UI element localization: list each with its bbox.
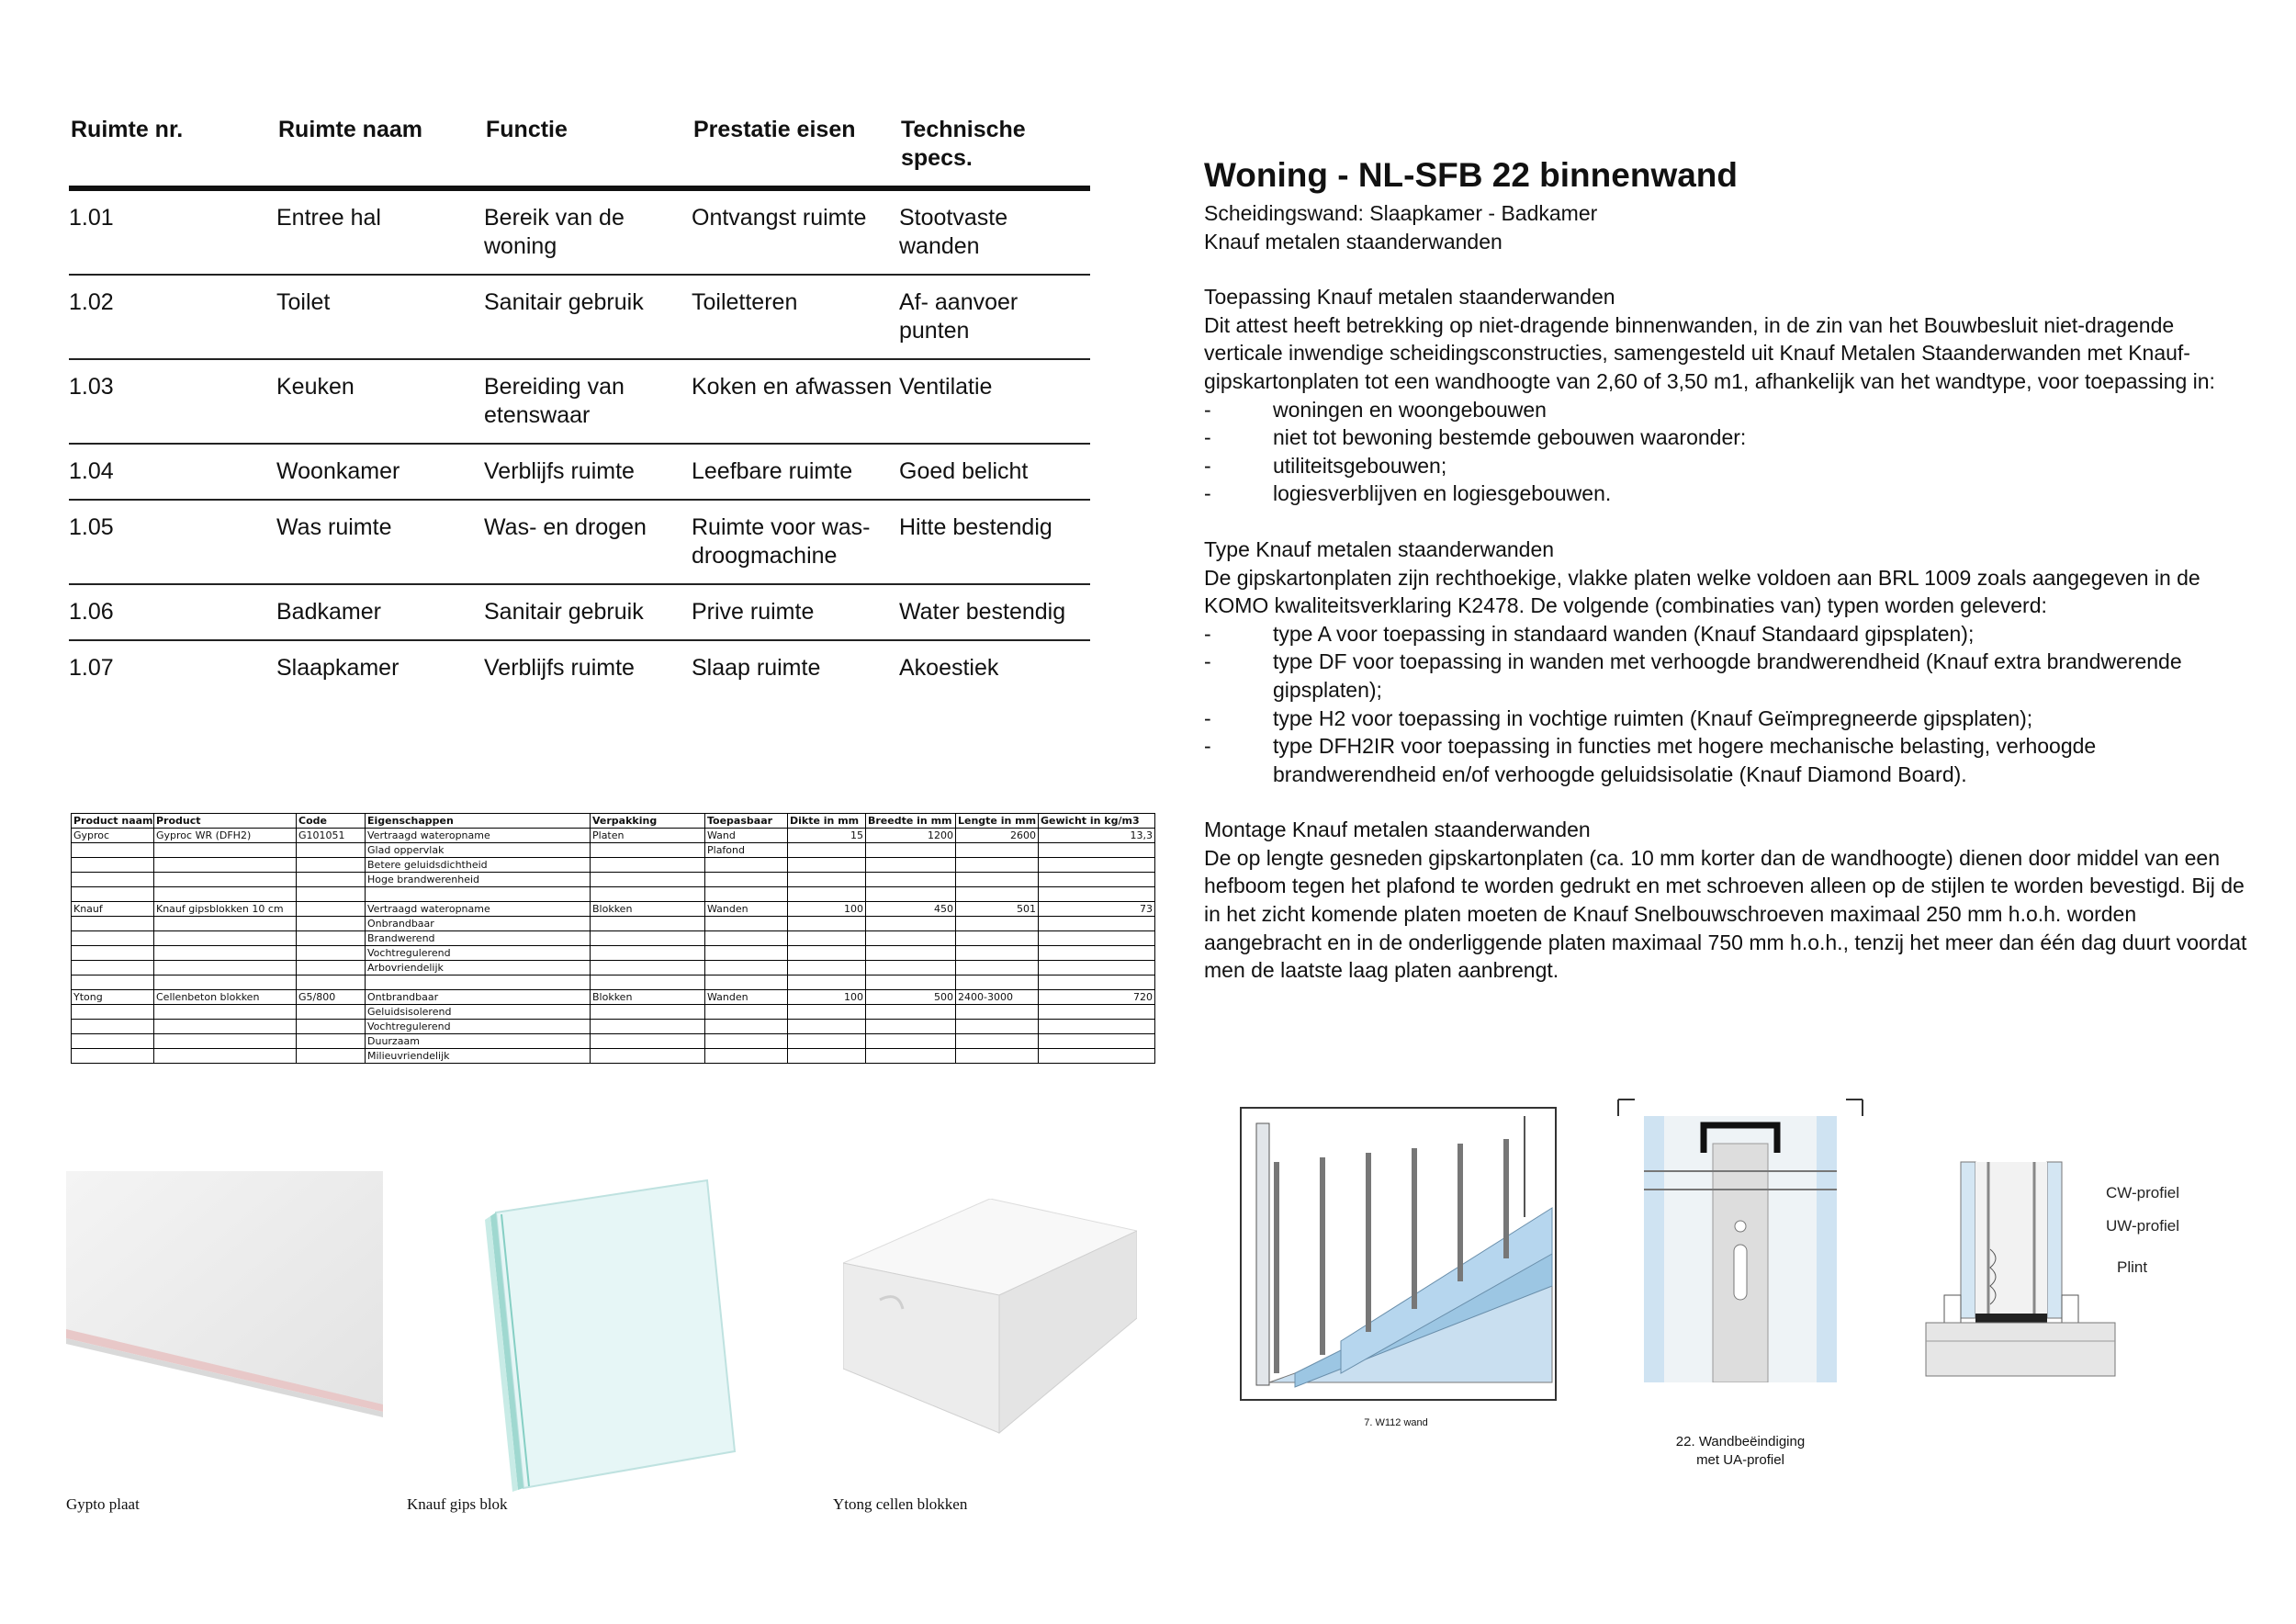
list-dash: - bbox=[1204, 621, 1211, 646]
product-row bbox=[72, 902, 1155, 917]
product-cell bbox=[72, 917, 154, 931]
product-cell bbox=[1039, 917, 1155, 931]
product-cell bbox=[72, 961, 154, 976]
product-cell bbox=[1039, 1049, 1155, 1064]
product-cell: Vochtregulerend bbox=[366, 1020, 591, 1034]
product-cell bbox=[705, 917, 788, 931]
product-cell: Cellenbeton blokken bbox=[154, 990, 297, 1005]
product-table-header bbox=[72, 814, 1155, 829]
product-cell bbox=[956, 1034, 1039, 1049]
product-cell: Duurzaam bbox=[366, 1034, 591, 1049]
product-cell: Vochtregulerend bbox=[366, 946, 591, 961]
room-cell: Sanitair gebruik bbox=[484, 584, 692, 640]
product-cell: 2400-3000 bbox=[956, 990, 1039, 1005]
product-cell: Arbovriendelijk bbox=[366, 961, 591, 976]
product-cell bbox=[788, 887, 866, 902]
room-cell: Ruimte voor was-droogmachine bbox=[692, 500, 899, 584]
product-cell: Geluidsisolerend bbox=[366, 1005, 591, 1020]
room-cell: Sanitair gebruik bbox=[484, 275, 692, 359]
product-header-cell: Gewicht in kg/m3 bbox=[1039, 814, 1155, 829]
product-cell bbox=[1039, 1034, 1155, 1049]
page-title: Woning - NL-SFB 22 binnenwand bbox=[1204, 156, 1738, 194]
list-dash: - bbox=[1204, 481, 1211, 506]
product-cell bbox=[956, 961, 1039, 976]
room-header-cell: Ruimte nr. bbox=[69, 110, 276, 188]
ua-caption-line-1: 22. Wandbeëindiging bbox=[1675, 1434, 1806, 1449]
product-row bbox=[72, 946, 1155, 961]
product-row bbox=[72, 1034, 1155, 1049]
section-2-body: De gipskartonplaten zijn rechthoekige, vlakke platen welke voldoen aan BRL 1009 zoals aangegeven in de KOMO kwaliteitsverklaring K2478. De volgende (combinaties van) typen worden geleverd: bbox=[1204, 565, 2200, 618]
product-row bbox=[72, 1049, 1155, 1064]
product-cell: 2600 bbox=[956, 829, 1039, 843]
product-cell: Blokken bbox=[591, 990, 705, 1005]
product-cell: 100 bbox=[788, 990, 866, 1005]
product-header-cell: Toepasbaar bbox=[705, 814, 788, 829]
product-cell bbox=[591, 917, 705, 931]
product-cell bbox=[591, 1049, 705, 1064]
product-cell: 15 bbox=[788, 829, 866, 843]
product-cell bbox=[297, 858, 366, 873]
description-column bbox=[1204, 152, 2251, 985]
product-cell bbox=[956, 843, 1039, 858]
product-cell: Glad oppervlak bbox=[366, 843, 591, 858]
product-cell bbox=[705, 858, 788, 873]
ytong-block-photo bbox=[843, 1199, 1137, 1438]
product-cell bbox=[72, 1034, 154, 1049]
section-3-body: De op lengte gesneden gipskartonplaten (ca. 10 mm korter dan de wandhoogte) dienen door middel van een hefboom tegen het plafond te worden gedrukt en met schroeven alleen op de stijlen te worden bevestigd. Bij de in het zicht komende platen moeten de Knauf Snelbouwschroeven maximaal 250 mm h.o.h. worden aangebracht en in de onderliggende platen maximaal 750 mm h.o.h., tenzij het meer dan één dag duurt voordat men de laatste laag platen aanbrengt. bbox=[1204, 845, 2247, 983]
list-item-text: utiliteitsgebouwen; bbox=[1273, 453, 1447, 478]
product-cell bbox=[154, 873, 297, 887]
room-cell: Toiletteren bbox=[692, 275, 899, 359]
product-cell bbox=[788, 843, 866, 858]
product-cell bbox=[866, 843, 956, 858]
room-cell: Badkamer bbox=[276, 584, 484, 640]
product-cell bbox=[154, 1020, 297, 1034]
product-header-cell: Eigenschappen bbox=[366, 814, 591, 829]
product-cell bbox=[705, 961, 788, 976]
list-item-text: type DF voor toepassing in wanden met verhoogde brandwerendheid (Knauf extra brandwerende gipsplaten); bbox=[1273, 649, 2182, 702]
label-uw-profile: UW-profiel bbox=[2106, 1217, 2179, 1235]
product-cell bbox=[956, 1020, 1039, 1034]
product-cell bbox=[591, 843, 705, 858]
room-cell: Ventilatie bbox=[899, 359, 1090, 444]
product-row bbox=[72, 917, 1155, 931]
product-cell: Wanden bbox=[705, 990, 788, 1005]
product-cell bbox=[591, 976, 705, 990]
product-row bbox=[72, 829, 1155, 843]
product-cell: Betere geluidsdichtheid bbox=[366, 858, 591, 873]
room-row bbox=[69, 500, 1090, 584]
product-cell bbox=[154, 887, 297, 902]
product-cell bbox=[154, 1049, 297, 1064]
product-cell bbox=[705, 976, 788, 990]
product-cell bbox=[705, 1034, 788, 1049]
product-cell: Knauf gipsblokken 10 cm bbox=[154, 902, 297, 917]
list-item-text: type DFH2IR voor toepassing in functies met hogere mechanische belasting, verhoogde brandwerendheid en/of verhoogde geluidsisolatie (Knauf Diamond Board). bbox=[1273, 734, 2097, 786]
product-cell bbox=[591, 887, 705, 902]
section-2-list bbox=[1204, 620, 2251, 789]
product-cell: Milieuvriendelijk bbox=[366, 1049, 591, 1064]
product-cell bbox=[788, 961, 866, 976]
product-cell bbox=[788, 1020, 866, 1034]
product-cell bbox=[956, 931, 1039, 946]
section-1-heading: Toepassing Knauf metalen staanderwanden bbox=[1204, 285, 1615, 310]
product-cell bbox=[297, 917, 366, 931]
section-1-body: Dit attest heeft betrekking op niet-dragende binnenwanden, in de zin van het Bouwbesluit niet-dragende verticale inwendige scheidingsconstructies, samengesteld uit Knauf Metalen Staanderwanden met Knauf-gipskartonplaten tot een wandhoogte van 2,60 of 3,50 m1, afhankelijk van het wandtype, voor toepassing in: bbox=[1204, 312, 2215, 393]
product-cell bbox=[154, 946, 297, 961]
product-cell bbox=[705, 1049, 788, 1064]
product-cell: Platen bbox=[591, 829, 705, 843]
product-cell: 13,3 bbox=[1039, 829, 1155, 843]
product-cell bbox=[956, 873, 1039, 887]
product-cell bbox=[1039, 1005, 1155, 1020]
product-cell bbox=[866, 1049, 956, 1064]
room-row bbox=[69, 584, 1090, 640]
product-cell bbox=[154, 1005, 297, 1020]
room-cell: 1.05 bbox=[69, 500, 276, 584]
product-cell bbox=[297, 946, 366, 961]
room-cell: Leefbare ruimte bbox=[692, 444, 899, 500]
product-cell: 73 bbox=[1039, 902, 1155, 917]
product-row bbox=[72, 961, 1155, 976]
product-cell bbox=[154, 976, 297, 990]
product-cell bbox=[956, 946, 1039, 961]
subtitle-2: Knauf metalen staanderwanden bbox=[1204, 229, 1503, 254]
room-cell: Af- aanvoer punten bbox=[899, 275, 1090, 359]
room-cell: Verblijfs ruimte bbox=[484, 444, 692, 500]
knauf-caption: Knauf gips blok bbox=[407, 1495, 508, 1513]
product-cell bbox=[297, 961, 366, 976]
product-cell: 450 bbox=[866, 902, 956, 917]
list-dash: - bbox=[1204, 705, 1211, 730]
product-cell bbox=[72, 1005, 154, 1020]
product-cell bbox=[1039, 946, 1155, 961]
list-item-text: niet tot bewoning bestemde gebouwen waaronder: bbox=[1273, 425, 1747, 450]
list-item-text: type A voor toepassing in standaard wanden (Knauf Standaard gipsplaten); bbox=[1273, 621, 1975, 646]
room-table-body bbox=[69, 188, 1090, 695]
room-table bbox=[69, 110, 1090, 695]
product-cell bbox=[72, 887, 154, 902]
room-cell: Prive ruimte bbox=[692, 584, 899, 640]
product-cell bbox=[788, 946, 866, 961]
product-row bbox=[72, 1005, 1155, 1020]
room-cell: Bereiding van etenswaar bbox=[484, 359, 692, 444]
product-cell: 720 bbox=[1039, 990, 1155, 1005]
list-item bbox=[1204, 648, 2251, 704]
product-header-cell: Code bbox=[297, 814, 366, 829]
product-cell bbox=[705, 931, 788, 946]
list-dash: - bbox=[1204, 649, 1211, 674]
product-cell bbox=[1039, 931, 1155, 946]
product-cell bbox=[1039, 873, 1155, 887]
product-cell bbox=[154, 843, 297, 858]
room-cell: 1.01 bbox=[69, 188, 276, 275]
plint-diagram bbox=[1924, 1157, 2117, 1378]
product-cell bbox=[72, 976, 154, 990]
list-item bbox=[1204, 452, 2251, 480]
room-cell: Water bestendig bbox=[899, 584, 1090, 640]
room-table-header bbox=[69, 110, 1090, 188]
product-cell: 500 bbox=[866, 990, 956, 1005]
product-cell bbox=[72, 873, 154, 887]
room-row bbox=[69, 359, 1090, 444]
room-cell: Woonkamer bbox=[276, 444, 484, 500]
room-row bbox=[69, 188, 1090, 275]
product-cell bbox=[788, 873, 866, 887]
product-cell bbox=[705, 1020, 788, 1034]
product-cell: G5/800 bbox=[297, 990, 366, 1005]
product-cell bbox=[72, 843, 154, 858]
product-cell bbox=[866, 1005, 956, 1020]
product-cell bbox=[866, 858, 956, 873]
product-cell bbox=[297, 843, 366, 858]
product-cell: Ytong bbox=[72, 990, 154, 1005]
product-header-cell: Lengte in mm bbox=[956, 814, 1039, 829]
product-cell: Onbrandbaar bbox=[366, 917, 591, 931]
product-cell bbox=[866, 931, 956, 946]
list-dash: - bbox=[1204, 453, 1211, 478]
product-cell: Brandwerend bbox=[366, 931, 591, 946]
list-item bbox=[1204, 705, 2251, 733]
knauf-block-photo bbox=[478, 1176, 744, 1493]
label-cw-profile: CW-profiel bbox=[2106, 1184, 2179, 1201]
product-cell bbox=[956, 858, 1039, 873]
product-cell bbox=[297, 887, 366, 902]
label-plint: Plint bbox=[2117, 1258, 2148, 1276]
product-cell bbox=[297, 902, 366, 917]
room-cell: Ontvangst ruimte bbox=[692, 188, 899, 275]
room-cell: Hitte bestendig bbox=[899, 500, 1090, 584]
room-row bbox=[69, 444, 1090, 500]
room-cell: Keuken bbox=[276, 359, 484, 444]
room-cell: Akoestiek bbox=[899, 655, 999, 681]
product-cell bbox=[788, 931, 866, 946]
list-item bbox=[1204, 620, 2251, 648]
product-cell: Hoge brandwerenheid bbox=[366, 873, 591, 887]
room-cell: Koken en afwassen bbox=[692, 359, 899, 444]
product-cell bbox=[154, 858, 297, 873]
product-header-cell: Breedte in mm bbox=[866, 814, 956, 829]
room-cell: Slaapkamer bbox=[276, 655, 400, 681]
product-cell bbox=[297, 1020, 366, 1034]
room-cell: 1.06 bbox=[69, 584, 276, 640]
list-dash: - bbox=[1204, 734, 1211, 759]
product-cell bbox=[705, 887, 788, 902]
product-row bbox=[72, 990, 1155, 1005]
room-cell: 1.07 bbox=[69, 655, 114, 681]
product-cell bbox=[866, 961, 956, 976]
list-item-text: type H2 voor toepassing in vochtige ruimten (Knauf Geïmpregneerde gipsplaten); bbox=[1273, 705, 2033, 730]
wall-diagram-caption: 7. W112 wand bbox=[1364, 1417, 1428, 1428]
subtitle-1: Scheidingswand: Slaapkamer - Badkamer bbox=[1204, 201, 1598, 225]
product-cell bbox=[1039, 887, 1155, 902]
gypsum-board-photo bbox=[66, 1171, 383, 1438]
product-cell bbox=[866, 1020, 956, 1034]
product-cell bbox=[72, 931, 154, 946]
product-cell bbox=[1039, 976, 1155, 990]
product-row bbox=[72, 858, 1155, 873]
product-cell: Wanden bbox=[705, 902, 788, 917]
product-cell bbox=[154, 961, 297, 976]
room-cell: Stootvaste wanden bbox=[899, 188, 1090, 275]
room-row bbox=[69, 640, 1090, 695]
product-cell: Gyproc bbox=[72, 829, 154, 843]
section-3-heading: Montage Knauf metalen staanderwanden bbox=[1204, 818, 1591, 842]
product-cell bbox=[297, 873, 366, 887]
product-cell bbox=[866, 917, 956, 931]
product-cell bbox=[591, 858, 705, 873]
product-cell: Ontbrandbaar bbox=[366, 990, 591, 1005]
list-item bbox=[1204, 479, 2251, 508]
product-row bbox=[72, 931, 1155, 946]
room-header-cell: Prestatie eisen bbox=[692, 110, 899, 188]
product-cell: 100 bbox=[788, 902, 866, 917]
room-cell: 1.02 bbox=[69, 275, 276, 359]
room-cell: Was ruimte bbox=[276, 500, 484, 584]
product-table-body bbox=[72, 829, 1155, 1064]
product-cell bbox=[591, 1034, 705, 1049]
list-dash: - bbox=[1204, 425, 1211, 450]
section-1-list bbox=[1204, 396, 2251, 508]
product-cell bbox=[788, 976, 866, 990]
product-cell: Wand bbox=[705, 829, 788, 843]
product-cell bbox=[297, 931, 366, 946]
ua-profile-diagram bbox=[1616, 1098, 1864, 1382]
list-dash: - bbox=[1204, 397, 1211, 422]
product-cell bbox=[154, 931, 297, 946]
product-cell bbox=[788, 1005, 866, 1020]
product-cell bbox=[788, 1034, 866, 1049]
product-cell bbox=[705, 873, 788, 887]
product-cell bbox=[366, 976, 591, 990]
product-cell bbox=[591, 1005, 705, 1020]
product-cell bbox=[591, 1020, 705, 1034]
room-cell: 1.03 bbox=[69, 359, 276, 444]
product-cell: 1200 bbox=[866, 829, 956, 843]
product-cell bbox=[297, 1049, 366, 1064]
product-cell bbox=[154, 1034, 297, 1049]
product-cell bbox=[297, 976, 366, 990]
product-cell bbox=[1039, 858, 1155, 873]
room-cell: Toilet bbox=[276, 275, 484, 359]
product-cell: Knauf bbox=[72, 902, 154, 917]
product-cell: Plafond bbox=[705, 843, 788, 858]
product-row bbox=[72, 873, 1155, 887]
product-cell bbox=[788, 1049, 866, 1064]
room-cell: Bereik van de woning bbox=[484, 188, 692, 275]
product-cell bbox=[866, 1034, 956, 1049]
list-item-text: woningen en woongebouwen bbox=[1273, 397, 1547, 422]
product-cell bbox=[866, 887, 956, 902]
product-cell: Gyproc WR (DFH2) bbox=[154, 829, 297, 843]
list-item bbox=[1204, 423, 2251, 452]
product-cell bbox=[956, 917, 1039, 931]
product-cell bbox=[866, 976, 956, 990]
room-cell: Slaap ruimte bbox=[692, 655, 821, 681]
product-cell bbox=[154, 917, 297, 931]
product-row bbox=[72, 1020, 1155, 1034]
product-cell bbox=[705, 1005, 788, 1020]
product-cell: 501 bbox=[956, 902, 1039, 917]
product-cell bbox=[956, 887, 1039, 902]
room-cell: 1.04 bbox=[69, 444, 276, 500]
product-cell bbox=[591, 873, 705, 887]
product-cell bbox=[866, 873, 956, 887]
product-cell bbox=[788, 858, 866, 873]
list-item bbox=[1204, 396, 2251, 424]
room-row bbox=[69, 275, 1090, 359]
ua-caption-line-2: met UA-profiel bbox=[1696, 1452, 1784, 1468]
product-cell bbox=[956, 1005, 1039, 1020]
room-cell: Verblijfs ruimte bbox=[484, 655, 635, 681]
gypto-caption: Gypto plaat bbox=[66, 1495, 140, 1513]
product-header-cell: Product bbox=[154, 814, 297, 829]
product-cell bbox=[297, 1034, 366, 1049]
room-cell: Was- en drogen bbox=[484, 500, 692, 584]
product-cell bbox=[591, 946, 705, 961]
room-header-cell: Ruimte naam bbox=[276, 110, 484, 188]
product-cell bbox=[297, 1005, 366, 1020]
list-item bbox=[1204, 732, 2251, 788]
product-cell bbox=[788, 917, 866, 931]
wall-diagram bbox=[1240, 1107, 1557, 1401]
product-cell bbox=[591, 931, 705, 946]
product-cell bbox=[72, 1020, 154, 1034]
product-cell: G101051 bbox=[297, 829, 366, 843]
product-cell bbox=[956, 1049, 1039, 1064]
product-header-cell: Verpakking bbox=[591, 814, 705, 829]
product-cell bbox=[956, 976, 1039, 990]
product-cell: Vertraagd wateropname bbox=[366, 829, 591, 843]
room-cell: Entree hal bbox=[276, 188, 484, 275]
product-cell bbox=[72, 1049, 154, 1064]
list-item-text: logiesverblijven en logiesgebouwen. bbox=[1273, 481, 1612, 506]
room-cell: Goed belicht bbox=[899, 444, 1090, 500]
room-header-cell: Functie bbox=[484, 110, 692, 188]
product-cell bbox=[866, 946, 956, 961]
product-cell bbox=[1039, 843, 1155, 858]
product-cell bbox=[1039, 1020, 1155, 1034]
product-cell bbox=[72, 858, 154, 873]
product-header-cell: Dikte in mm bbox=[788, 814, 866, 829]
product-row bbox=[72, 843, 1155, 858]
product-table bbox=[71, 813, 1155, 1064]
product-cell bbox=[72, 946, 154, 961]
product-header-cell: Product naam bbox=[72, 814, 154, 829]
product-cell: Vertraagd wateropname bbox=[366, 902, 591, 917]
product-cell bbox=[591, 961, 705, 976]
product-cell bbox=[1039, 961, 1155, 976]
product-row bbox=[72, 976, 1155, 990]
section-2-heading: Type Knauf metalen staanderwanden bbox=[1204, 536, 1555, 561]
product-cell bbox=[366, 887, 591, 902]
product-cell: Blokken bbox=[591, 902, 705, 917]
ytong-caption: Ytong cellen blokken bbox=[833, 1495, 968, 1513]
product-row bbox=[72, 887, 1155, 902]
room-header-cell: Technische specs. bbox=[899, 110, 1090, 188]
product-cell bbox=[705, 946, 788, 961]
